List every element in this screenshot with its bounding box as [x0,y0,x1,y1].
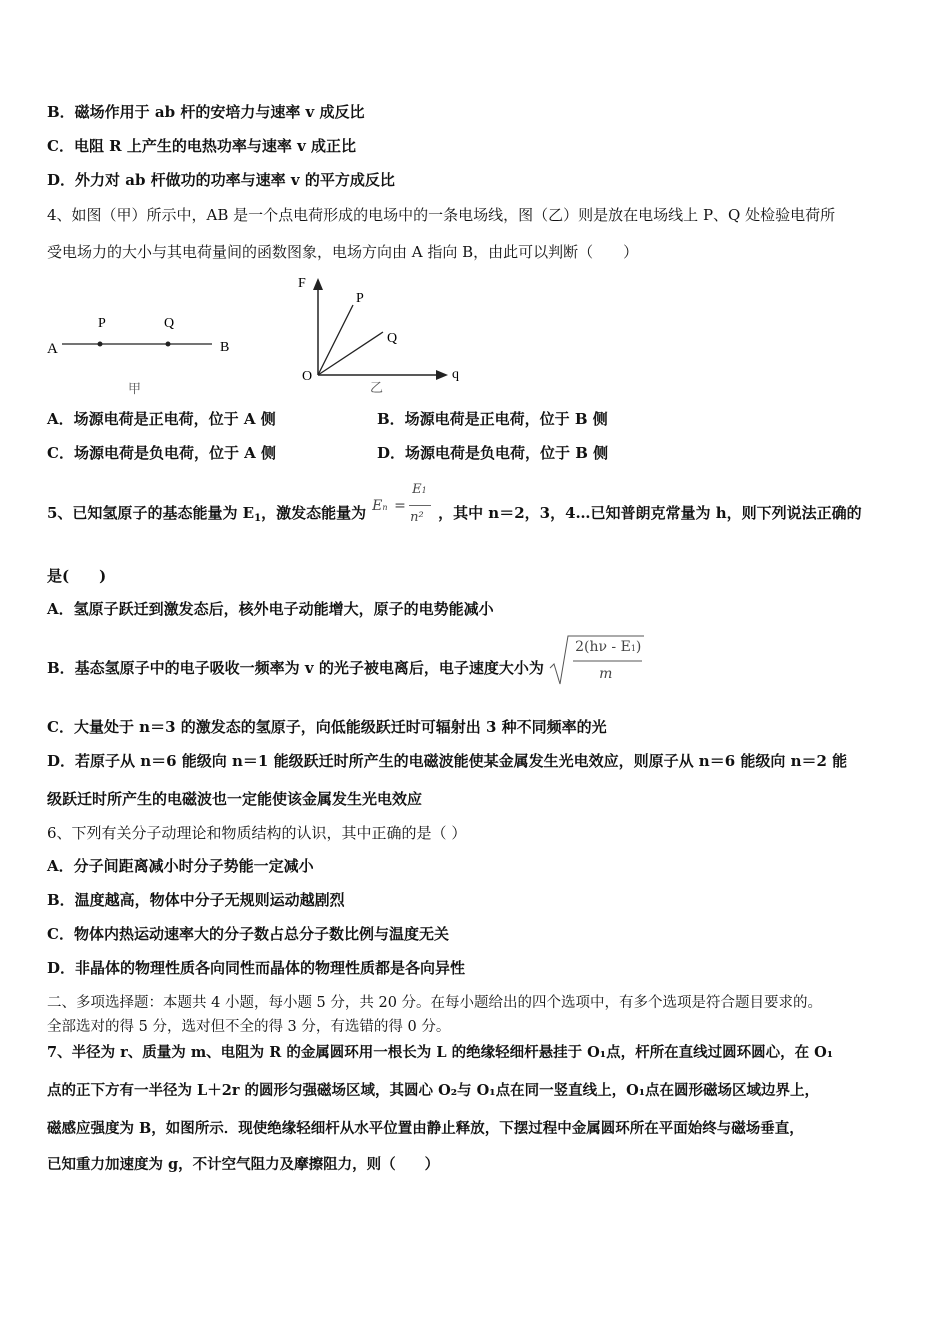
q5-option-d-line1: D．若原子从 n＝6 能级向 n＝1 能级跃迁时所产生的电磁波能使某金属发生光电效应，则原子从 n＝6 能级向 n＝2 能 [47,752,848,770]
f-axis-arrow-icon [313,278,323,290]
q5-option-b [47,639,645,682]
q7-stem-line1: 7、半径为 r、质量为 m、电阻为 R 的金属圆环用一根长为 L 的绝缘轻细杆悬挂于 O₁点，杆所在直线过圆环圆心，在 O₁ [47,1044,834,1061]
label-yi-q: Q [387,331,398,346]
q5-stem-post: ，其中 n＝2，3，4…已知普朗克常量为 h，则下列说法正确的 [438,504,862,522]
q5-option-d-line2: 级跃迁时所产生的电磁波也一定能使该金属发生光电效应 [47,790,423,808]
q5-energy-formula [370,482,434,525]
q5-stem-mid: ，激发态能量为 [261,504,367,522]
label-yi-p: P [356,291,364,306]
label-p: P [98,316,106,331]
q5-stem-line1 [47,482,862,529]
formula-num: E [412,482,422,497]
label-b: B [220,340,230,355]
formula-num-sub: 1 [421,486,427,495]
label-f: F [298,276,306,291]
q4-figure-yi [290,268,470,398]
label-q: Q [164,316,175,331]
sqrt-denominator: m [599,666,613,682]
q5-option-a: A．氢原子跃迁到激发态后，核外电子动能增大，原子的电势能减小 [47,600,494,618]
q6-option-d: D．非晶体的物理性质各向同性而晶体的物理性质都是各向异性 [47,959,466,977]
sqrt-numerator-close: ) [635,639,642,655]
q4-option-a: A．场源电荷是正电荷，位于 A 侧 [47,410,276,428]
q6-stem: 6、下列有关分子动理论和物质结构的认识，其中正确的是（ ） [47,824,467,842]
q4-option-d: D．场源电荷是负电荷，位于 B 侧 [377,444,609,462]
formula-e: E [372,498,383,514]
label-q-axis: q [452,367,459,382]
sqrt-numerator-sub: 1 [630,644,636,653]
q7-stem-line3: 磁感应强度为 B，如图所示．现使绝缘轻细杆从水平位置由静止释放，下摆过程中金属圆环所在平面始终与磁场垂直， [47,1120,804,1137]
line-q [318,332,383,375]
q5-stem-line2: 是( ) [47,567,107,585]
point-q-dot [166,342,171,347]
q5-e1-subscript: 1 [254,513,262,524]
formula-fraction-bar [409,505,431,506]
q5-sqrt-formula [549,639,645,682]
label-o: O [302,369,313,384]
q6-option-a: A．分子间距离减小时分子势能一定减小 [47,857,314,875]
q4-option-b: B．场源电荷是正电荷，位于 B 侧 [377,410,608,428]
q4-figure-jia [40,305,250,400]
section2-heading-line1: 二、多项选择题：本题共 4 小题，每小题 5 分，共 20 分。在每小题给出的四个选项中，有多个选项是符合题目要求的。 [47,995,823,1011]
caption-yi: 乙 [370,380,384,395]
section2-heading-line2: 全部选对的得 5 分，选对但不全的得 3 分，有选错的得 0 分。 [47,1019,451,1035]
formula-n-sub: n [382,503,388,512]
label-a: A [47,341,58,357]
q5-option-c: C．大量处于 n＝3 的激发态的氢原子，向低能级跃迁时可辐射出 3 种不同频率的光 [47,718,607,736]
q4-option-c: C．场源电荷是负电荷，位于 A 侧 [47,444,277,462]
line-p [318,305,353,375]
formula-den: n² [410,510,424,525]
q7-stem-line2: 点的正下方有一半径为 L＋2r 的圆形匀强磁场区域，其圆心 O₂与 O₁点在同一竖直线上，O₁点在圆形磁场区域边界上， [47,1082,820,1099]
q3-option-c: C．电阻 R 上产生的电热功率与速率 v 成正比 [47,137,357,155]
q6-option-b: B．温度越高，物体中分子无规则运动越剧烈 [47,891,345,909]
formula-equals: = [394,498,406,514]
sqrt-numerator: 2(hν - E [575,639,631,655]
caption-jia: 甲 [128,381,142,396]
q5-stem-pre: 5、已知氢原子的基态能量为 E [47,504,255,522]
q3-option-d: D．外力对 ab 杆做功的功率与速率 v 的平方成反比 [47,171,395,189]
q-axis-arrow-icon [436,370,448,380]
q5-option-b-text: B．基态氢原子中的电子吸收一频率为 v 的光子被电离后，电子速度大小为 [47,659,544,677]
q6-option-c: C．物体内热运动速率大的分子数占总分子数比例与温度无关 [47,925,449,943]
q4-stem-line2: 受电场力的大小与其电荷量间的函数图象，电场方向由 A 指向 B，由此可以判断（ ） [47,243,639,261]
point-p-dot [98,342,103,347]
q7-stem-line4: 已知重力加速度为 g，不计空气阻力及摩擦阻力，则（ ） [47,1156,440,1173]
q3-option-b: B．磁场作用于 ab 杆的安培力与速率 v 成反比 [47,103,365,121]
q4-stem-line1: 4、如图（甲）所示中，AB 是一个点电荷形成的电场中的一条电场线，图（乙）则是放在电场线上 P、Q 处检验电荷所 [47,206,836,224]
